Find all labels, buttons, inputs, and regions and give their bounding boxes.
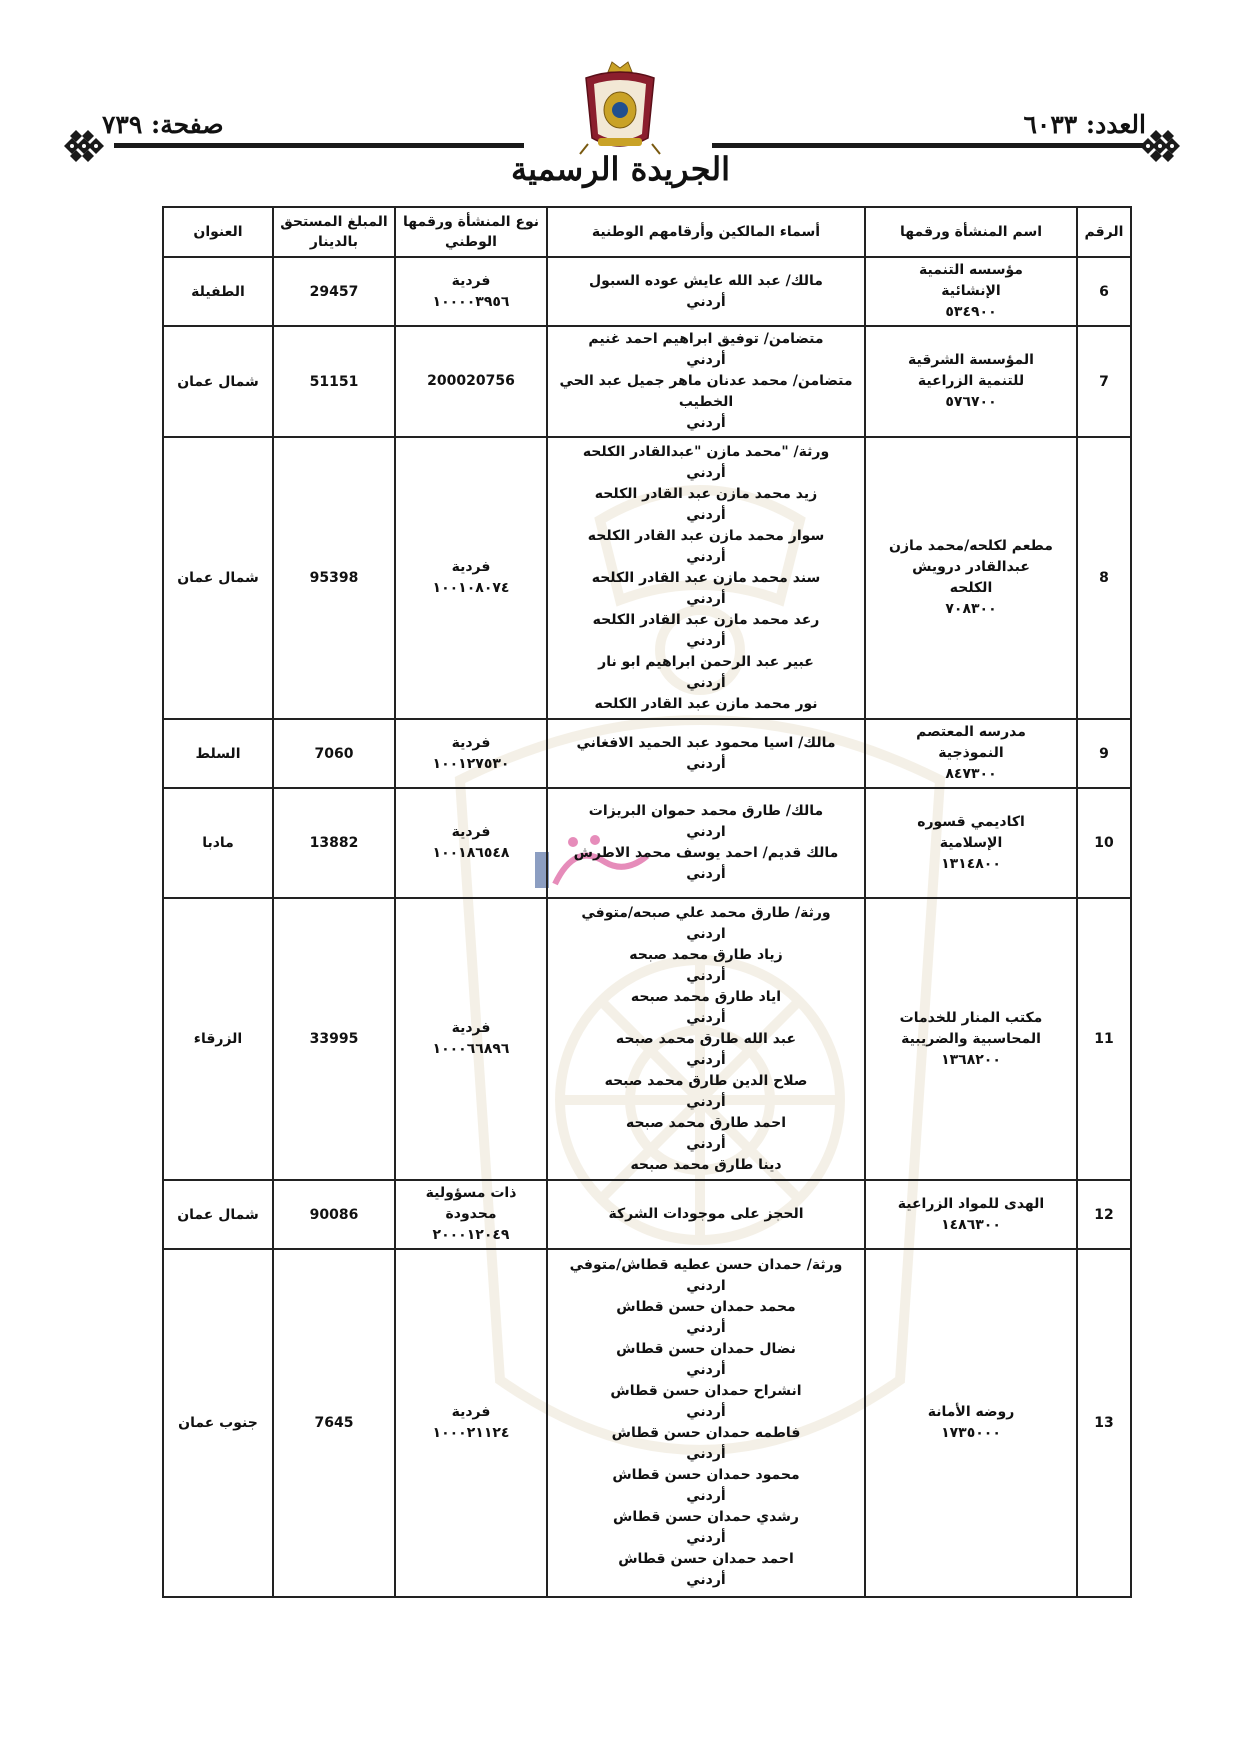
type-line: ١٠٠٠٢١١٢٤ <box>432 1425 510 1441</box>
owner-line: عبير عبد الرحمن ابراهيم ابو نار <box>598 653 814 670</box>
type-line: محدودة <box>445 1206 497 1222</box>
owner-line: أردني <box>686 1488 726 1504</box>
owner-line: محمود حمدان حسن قطاش <box>612 1467 800 1483</box>
owner-line: أردني <box>686 1572 726 1588</box>
owner-line: أردني <box>686 506 726 523</box>
owner-line: متضامن/ محمد عدنان ماهر جميل عبد الحي <box>559 373 853 389</box>
owner-line: رشدي حمدان حسن قطاش <box>613 1509 799 1525</box>
owner-line: أردني <box>686 632 726 649</box>
address-cell: شمال عمان <box>163 437 273 719</box>
amount-cell: 51151 <box>273 326 395 437</box>
establishment-line: مكتب المنار للخدمات <box>899 1009 1043 1026</box>
establishment-line: مؤسسه التنمية <box>919 262 1023 278</box>
owner-line: مالك قديم/ احمد يوسف محمد الاطرش <box>573 845 839 861</box>
row-number-cell: 9 <box>1077 719 1131 788</box>
establishment-cell <box>865 1180 1077 1249</box>
type-line: فردية <box>451 272 491 289</box>
establishment-cell <box>865 1249 1077 1597</box>
owners-cell <box>547 719 865 788</box>
address-cell: الطفيلة <box>163 257 273 326</box>
owner-line: سوار محمد مازن عبد القادر الكلحه <box>587 527 825 544</box>
type-line: فردية <box>451 559 491 575</box>
establishment-line: ٧٠٨٣٠٠ <box>945 601 997 617</box>
type-line: ١٠٠٠٦٦٨٩٦ <box>432 1041 510 1057</box>
establishment-line: عبدالقادر درويش <box>912 559 1030 575</box>
column-header-type: نوع المنشأة ورقمها الوطني <box>395 207 547 257</box>
establishment-line: ١٤٨٦٣٠٠ <box>941 1216 1001 1233</box>
table-row <box>163 257 1131 326</box>
amount-cell: 7645 <box>273 1249 395 1597</box>
owner-line: أردني <box>686 1135 726 1152</box>
establishment-line: ٨٤٧٣٠٠ <box>945 766 997 782</box>
owner-line: مالك/ طارق محمد حموان البريزات <box>588 803 824 819</box>
page-header <box>0 0 1241 200</box>
owner-line: الخطيب <box>678 394 734 410</box>
type-line: فردية <box>451 1404 491 1420</box>
establishment-cell <box>865 898 1077 1180</box>
type-cell <box>395 326 547 437</box>
owner-line: محمد حمدان حسن قطاش <box>616 1299 796 1315</box>
type-cell <box>395 898 547 1180</box>
owner-line: زيد محمد مازن عبد القادر الكلحه <box>594 485 818 502</box>
table-row <box>163 1180 1131 1249</box>
address-cell: شمال عمان <box>163 1180 273 1249</box>
owner-line: أردني <box>686 755 726 772</box>
owners-cell <box>547 326 865 437</box>
column-header-address: العنوان <box>163 207 273 257</box>
owner-line: صلاح الدين طارق محمد صبحه <box>604 1072 808 1089</box>
owner-line: الحجز على موجودات الشركة <box>608 1206 804 1222</box>
establishment-cell <box>865 257 1077 326</box>
gazette-title: الجريدة الرسمية <box>511 150 730 188</box>
header-rule-right <box>712 143 1144 148</box>
establishment-cell <box>865 719 1077 788</box>
establishment-line: ١٣١٤٨٠٠ <box>941 855 1001 872</box>
owner-line: دينا طارق محمد صبحه <box>630 1156 782 1173</box>
type-cell <box>395 1249 547 1597</box>
type-line: ١٠٠٠٠٣٩٥٦ <box>432 293 510 310</box>
type-cell <box>395 437 547 719</box>
owner-line: أردني <box>686 967 726 984</box>
establishment-line: اكاديمي قسوره <box>917 813 1025 830</box>
owner-line: أردني <box>686 352 726 368</box>
establishment-line: الهدى للمواد الزراعية <box>897 1195 1045 1212</box>
owner-line: مالك/ عبد الله عايش عوده السبول <box>589 272 823 289</box>
type-line: فردية <box>451 824 491 840</box>
amount-cell: 33995 <box>273 898 395 1180</box>
column-header-owners: أسماء المالكين وأرقامهم الوطنية <box>547 207 865 257</box>
owners-cell <box>547 788 865 898</box>
row-number-cell: 13 <box>1077 1249 1131 1597</box>
establishment-line: الإنشائية <box>941 283 1001 299</box>
row-number-cell: 6 <box>1077 257 1131 326</box>
establishments-table <box>162 206 1132 1598</box>
owner-line: أردني <box>686 866 726 882</box>
establishment-cell <box>865 788 1077 898</box>
establishment-cell <box>865 326 1077 437</box>
issue-number: العدد: ٦٠٣٣ <box>1023 110 1146 139</box>
owner-line: أردني <box>686 293 726 310</box>
establishment-line: ٥٧٦٧٠٠ <box>945 394 997 410</box>
owner-line: احمد طارق محمد صبحه <box>625 1114 787 1131</box>
owners-cell <box>547 437 865 719</box>
establishment-line: المؤسسة الشرقية <box>908 352 1034 368</box>
amount-cell: 29457 <box>273 257 395 326</box>
owner-line: أردني <box>686 464 726 481</box>
owner-line: ورثة/ "محمد مازن "عبدالقادر الكلحه <box>582 443 830 460</box>
type-line: ١٠٠١٠٨٠٧٤ <box>432 580 510 596</box>
owner-line: اردني <box>686 824 726 840</box>
owners-cell <box>547 898 865 1180</box>
owner-line: عبد الله طارق محمد صبحه <box>615 1030 797 1047</box>
table-row <box>163 898 1131 1180</box>
establishment-line: النموذجية <box>938 745 1004 761</box>
owner-line: أردني <box>686 1320 726 1336</box>
column-header-number: الرقم <box>1077 207 1131 257</box>
establishment-cell <box>865 437 1077 719</box>
establishment-line: ١٣٦٨٢٠٠ <box>941 1051 1001 1068</box>
establishment-line: الإسلامية <box>939 834 1003 851</box>
owners-cell <box>547 257 865 326</box>
owner-line: انشراح حمدان حسن قطاش <box>610 1383 802 1399</box>
owner-line: أردني <box>686 1446 726 1462</box>
table-row <box>163 326 1131 437</box>
owner-line: نضال حمدان حسن قطاش <box>616 1341 796 1357</box>
establishment-line: الكلحه <box>949 580 993 596</box>
owner-line: نور محمد مازن عبد القادر الكلحه <box>594 695 818 712</box>
column-header-establishment: اسم المنشأة ورقمها <box>865 207 1077 257</box>
owner-line: أردني <box>686 590 726 607</box>
table-row <box>163 1249 1131 1597</box>
owner-line: أردني <box>686 1362 726 1378</box>
type-line: ١٠٠١٨٦٥٤٨ <box>432 845 510 861</box>
type-line: 200020756 <box>427 373 515 389</box>
owners-cell <box>547 1180 865 1249</box>
type-line: فردية <box>451 734 491 751</box>
type-cell <box>395 719 547 788</box>
address-cell: جنوب عمان <box>163 1249 273 1597</box>
address-cell: شمال عمان <box>163 326 273 437</box>
column-header-amount: المبلغ المستحق بالدينار <box>273 207 395 257</box>
type-line: ١٠٠١٢٧٥٣٠ <box>432 755 510 772</box>
table-header-row <box>163 207 1131 257</box>
address-cell: السلط <box>163 719 273 788</box>
establishment-line: مطعم لكلحه/محمد مازن <box>889 538 1053 554</box>
owner-line: سند محمد مازن عبد القادر الكلحه <box>591 569 821 586</box>
owner-line: زياد طارق محمد صبحه <box>629 946 783 963</box>
type-line: فردية <box>451 1020 491 1036</box>
page-number: صفحة: ٧٣٩ <box>102 110 224 139</box>
establishment-line: ١٧٣٥٠٠٠ <box>941 1425 1001 1441</box>
owner-line: أردني <box>686 415 726 431</box>
owner-line: اياد طارق محمد صبحه <box>630 988 782 1005</box>
type-line: ذات مسؤولية <box>425 1185 517 1201</box>
type-line: ٢٠٠٠١٢٠٤٩ <box>432 1227 510 1243</box>
address-cell: الزرقاء <box>163 898 273 1180</box>
table-body <box>163 257 1131 1597</box>
type-cell <box>395 788 547 898</box>
establishment-line: روضه الأمانة <box>927 1404 1015 1420</box>
row-number-cell: 11 <box>1077 898 1131 1180</box>
owner-line: رعد محمد مازن عبد القادر الكلحه <box>592 611 820 628</box>
row-number-cell: 12 <box>1077 1180 1131 1249</box>
establishment-line: للتنمية الزراعية <box>917 373 1025 389</box>
owners-cell <box>547 1249 865 1597</box>
establishment-line: المحاسبية والضريبية <box>901 1030 1041 1047</box>
owner-line: متضامن/ توفيق ابراهيم احمد غنيم <box>588 331 824 347</box>
table-row <box>163 719 1131 788</box>
amount-cell: 95398 <box>273 437 395 719</box>
owner-line: أردني <box>686 674 726 691</box>
type-cell <box>395 257 547 326</box>
table-row <box>163 437 1131 719</box>
amount-cell: 90086 <box>273 1180 395 1249</box>
owner-line: اردني <box>686 925 726 942</box>
row-number-cell: 8 <box>1077 437 1131 719</box>
establishment-line: مدرسه المعتصم <box>916 724 1026 740</box>
owner-line: أردني <box>686 1093 726 1110</box>
owner-line: أردني <box>686 548 726 565</box>
address-cell: مادبا <box>163 788 273 898</box>
type-cell <box>395 1180 547 1249</box>
owner-line: ورثة/ حمدان حسن عطيه قطاش/متوفي <box>569 1257 843 1273</box>
owner-line: أردني <box>686 1404 726 1420</box>
coat-of-arms-emblem-icon <box>578 58 662 156</box>
amount-cell: 13882 <box>273 788 395 898</box>
owner-line: مالك/ اسيا محمود عبد الحميد الافغاني <box>576 734 836 751</box>
owner-line: اردني <box>686 1278 726 1294</box>
row-number-cell: 7 <box>1077 326 1131 437</box>
owner-line: أردني <box>686 1051 726 1068</box>
owner-line: أردني <box>686 1009 726 1026</box>
amount-cell: 7060 <box>273 719 395 788</box>
row-number-cell: 10 <box>1077 788 1131 898</box>
header-rule-left <box>114 143 524 148</box>
owner-line: أردني <box>686 1530 726 1546</box>
establishment-line: ٥٣٤٩٠٠ <box>945 304 997 320</box>
table-row <box>163 788 1131 898</box>
owner-line: احمد حمدان حسن قطاش <box>618 1551 794 1567</box>
owner-line: فاطمه حمدان حسن قطاش <box>611 1425 801 1441</box>
owner-line: ورثة/ طارق محمد علي صبحه/متوفي <box>581 904 831 921</box>
